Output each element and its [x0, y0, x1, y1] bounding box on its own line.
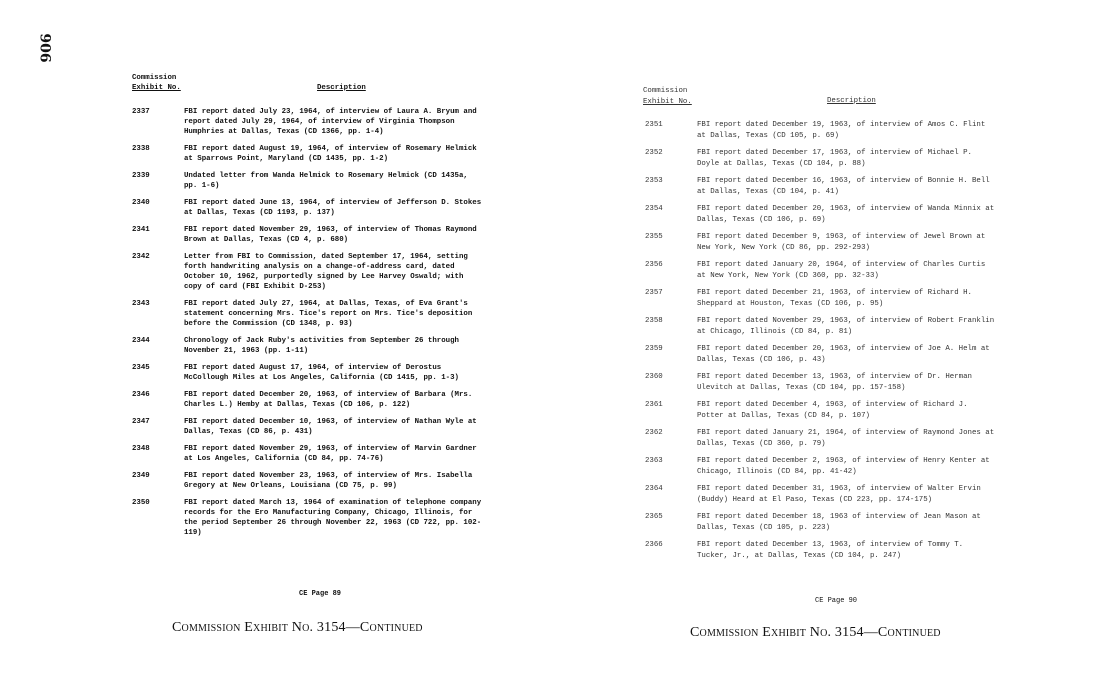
exhibit-number: 2360 — [645, 373, 663, 381]
exhibit-entry — [643, 456, 1043, 477]
exhibit-entry — [132, 417, 522, 437]
exhibit-entry — [643, 316, 1043, 337]
exhibit-description: FBI report dated December 10, 1963, of interview of Nathan Wyle at Dallas, Texas (CD 86, p. 431) — [184, 418, 477, 436]
exhibit-number: 2349 — [132, 472, 150, 480]
exhibit-entry — [643, 204, 1043, 225]
exhibit-number: 2340 — [132, 199, 150, 207]
exhibit-number: 2346 — [132, 391, 150, 399]
exhibit-description: FBI report dated December 13, 1963, of interview of Dr. Herman Ulevitch at Dallas, Texas (CD 104, pp. 157-158) — [697, 373, 972, 392]
exhibit-entry — [132, 299, 522, 329]
exhibit-description: FBI report dated June 13, 1964, of interview of Jefferson D. Stokes at Dallas, Texas (CD 1193, p. 137) — [184, 199, 482, 217]
exhibit-description: FBI report dated December 18, 1963 of interview of Jean Mason at Dallas, Texas (CD 105, p. 223) — [697, 513, 981, 532]
exhibit-entry — [132, 225, 522, 245]
exhibit-number: 2341 — [132, 226, 150, 234]
exhibit-description: FBI report dated March 13, 1964 of examination of telephone company records for the Ero Manufacturing Company, Chicago, Illinois, for the period September 26 through November 22, 1963 (CD 722, pp. 102-119) — [184, 499, 482, 537]
exhibit-entry — [132, 107, 522, 137]
ce-page-label: CE Page 89 — [299, 590, 342, 598]
exhibit-number: 2351 — [645, 121, 663, 129]
exhibit-description: Undated letter from Wanda Helmick to Rosemary Helmick (CD 1435a, pp. 1-6) — [184, 172, 468, 190]
exhibit-description: FBI report dated December 31, 1963, of interview of Walter Ervin (Buddy) Heard at El Paso, Texas (CD 223, pp. 174-175) — [697, 485, 981, 504]
exhibit-entry — [643, 176, 1043, 197]
exhibit-list — [132, 107, 522, 538]
exhibit-description: FBI report dated November 29, 1963, of interview of Marvin Gardner at Los Angeles, California (CD 84, pp. 74-76) — [184, 445, 477, 463]
right-page-column — [643, 86, 1043, 568]
exhibit-number: 2357 — [645, 289, 663, 297]
exhibit-entry — [132, 390, 522, 410]
exhibit-description: FBI report dated December 13, 1963, of interview of Tommy T. Tucker, Jr., at Dallas, Texas (CD 104, p. 247) — [697, 541, 964, 560]
exhibit-number: 2363 — [645, 457, 663, 465]
exhibit-number: 2353 — [645, 177, 663, 185]
exhibit-description: FBI report dated August 17, 1964, of interview of Derostus McCollough Miles at Los Angeles, California (CD 1415, pp. 1-3) — [184, 364, 459, 382]
exhibit-number: 2365 — [645, 513, 663, 521]
exhibit-number: 2344 — [132, 337, 150, 345]
exhibit-list — [643, 120, 1043, 561]
exhibit-description: Chronology of Jack Ruby's activities from September 26 through November 21, 1963 (pp. 1-11) — [184, 337, 459, 355]
exhibit-entry — [643, 232, 1043, 253]
exhibit-entry — [132, 471, 522, 491]
exhibit-description: FBI report dated January 21, 1964, of interview of Raymond Jones at Dallas, Texas (CD 360, p. 79) — [697, 429, 995, 448]
exhibit-number: 2362 — [645, 429, 663, 437]
exhibit-entry — [132, 171, 522, 191]
exhibit-number: 2348 — [132, 445, 150, 453]
exhibit-description: FBI report dated July 27, 1964, at Dallas, Texas, of Eva Grant's statement concerning Mrs. Tice's report on Mrs. Tice's deposition before the Commission (CD 1348, p. 93) — [184, 300, 473, 328]
exhibit-number: 2342 — [132, 253, 150, 261]
exhibit-entry — [643, 148, 1043, 169]
exhibit-number: 2343 — [132, 300, 150, 308]
exhibit-number: 2355 — [645, 233, 663, 241]
table-header — [643, 86, 1043, 120]
exhibit-description: FBI report dated December 4, 1963, of interview of Richard J. Potter at Dallas, Texas (CD 84, p. 107) — [697, 401, 968, 420]
exhibit-number: 2337 — [132, 108, 150, 116]
exhibit-entry — [132, 498, 522, 538]
exhibit-number: 2356 — [645, 261, 663, 269]
exhibit-number: 2359 — [645, 345, 663, 353]
table-header — [132, 73, 522, 107]
exhibit-number: 2358 — [645, 317, 663, 325]
exhibit-description: FBI report dated December 17, 1963, of interview of Michael P. Doyle at Dallas, Texas (CD 104, p. 88) — [697, 149, 972, 168]
exhibit-number: 2350 — [132, 499, 150, 507]
exhibit-description: FBI report dated July 23, 1964, of interview of Laura A. Bryum and report dated July 29, 1964, of interview of Virginia Thompson Humphries at Dallas, Texas (CD 1366, pp. 1-4) — [184, 108, 477, 136]
exhibit-entry — [132, 198, 522, 218]
exhibit-number: 2338 — [132, 145, 150, 153]
header-line: Commission — [132, 74, 177, 82]
page-number: 906 — [36, 33, 53, 63]
description-header: Description — [827, 97, 876, 105]
exhibit-caption: Commission Exhibit No. 3154—Continued — [172, 620, 423, 635]
exhibit-description: FBI report dated December 20, 1963, of interview of Barbara (Mrs. Charles L.) Hemby at Dallas, Texas (CD 106, p. 122) — [184, 391, 473, 409]
exhibit-entry — [132, 336, 522, 356]
exhibit-entry — [643, 120, 1043, 141]
description-header: Description — [317, 84, 366, 92]
exhibit-description: FBI report dated December 9, 1963, of interview of Jewel Brown at New York, New York (CD 86, pp. 292-293) — [697, 233, 986, 252]
exhibit-number: 2347 — [132, 418, 150, 426]
exhibit-description: FBI report dated November 29, 1963, of interview of Robert Franklin at Chicago, Illinois (CD 84, p. 81) — [697, 317, 995, 336]
left-page-column — [132, 73, 522, 545]
exhibit-description: FBI report dated November 29, 1963, of interview of Thomas Raymond Brown at Dallas, Texas (CD 4, p. 680) — [184, 226, 477, 244]
exhibit-number: 2339 — [132, 172, 150, 180]
exhibit-number: 2352 — [645, 149, 663, 157]
header-line: Commission — [643, 87, 688, 95]
header-line: Exhibit No. — [643, 97, 692, 106]
exhibit-description: FBI report dated December 20, 1963, of interview of Wanda Minnix at Dallas, Texas (CD 106, p. 69) — [697, 205, 995, 224]
exhibit-description: Letter from FBI to Commission, dated September 17, 1964, setting forth handwriting analysis on a change-of-address card, dated October 10, 1962, purportedly signed by Lee Harvey Oswald; with copy of card (FBI Exhibit D-253) — [184, 253, 468, 291]
exhibit-entry — [643, 512, 1043, 533]
exhibit-caption: Commission Exhibit No. 3154—Continued — [690, 625, 941, 640]
exhibit-description: FBI report dated December 21, 1963, of interview of Richard H. Sheppard at Houston, Texas (CD 106, p. 95) — [697, 289, 972, 308]
header-line: Exhibit No. — [132, 84, 181, 92]
exhibit-description: FBI report dated December 20, 1963, of interview of Joe A. Helm at Dallas, Texas (CD 106, p. 43) — [697, 345, 990, 364]
exhibit-description: FBI report dated August 19, 1964, of interview of Rosemary Helmick at Sparrows Point, Maryland (CD 1435, pp. 1-2) — [184, 145, 477, 163]
exhibit-no-header — [132, 73, 181, 93]
exhibit-entry — [643, 484, 1043, 505]
exhibit-entry — [643, 428, 1043, 449]
exhibit-description: FBI report dated November 23, 1963, of interview of Mrs. Isabella Gregory at New Orleans, Louisiana (CD 75, p. 99) — [184, 472, 473, 490]
exhibit-description: FBI report dated December 16, 1963, of interview of Bonnie H. Bell at Dallas, Texas (CD 104, p. 41) — [697, 177, 990, 196]
exhibit-description: FBI report dated December 19, 1963, of interview of Amos C. Flint at Dallas, Texas (CD 105, p. 69) — [697, 121, 986, 140]
exhibit-number: 2345 — [132, 364, 150, 372]
exhibit-entry — [132, 363, 522, 383]
exhibit-entry — [643, 540, 1043, 561]
exhibit-entry — [643, 400, 1043, 421]
exhibit-entry — [132, 444, 522, 464]
exhibit-entry — [643, 260, 1043, 281]
exhibit-no-header — [643, 86, 692, 107]
exhibit-number: 2366 — [645, 541, 663, 549]
ce-page-label: CE Page 90 — [815, 597, 858, 605]
exhibit-entry — [643, 344, 1043, 365]
exhibit-description: FBI report dated January 20, 1964, of interview of Charles Curtis at New York, New York (CD 360, pp. 32-33) — [697, 261, 986, 280]
exhibit-entry — [643, 372, 1043, 393]
exhibit-entry — [132, 144, 522, 164]
exhibit-entry — [643, 288, 1043, 309]
exhibit-entry — [132, 252, 522, 292]
exhibit-number: 2354 — [645, 205, 663, 213]
exhibit-description: FBI report dated December 2, 1963, of interview of Henry Kenter at Chicago, Illinois (CD 84, pp. 41-42) — [697, 457, 990, 476]
exhibit-number: 2361 — [645, 401, 663, 409]
exhibit-number: 2364 — [645, 485, 663, 493]
